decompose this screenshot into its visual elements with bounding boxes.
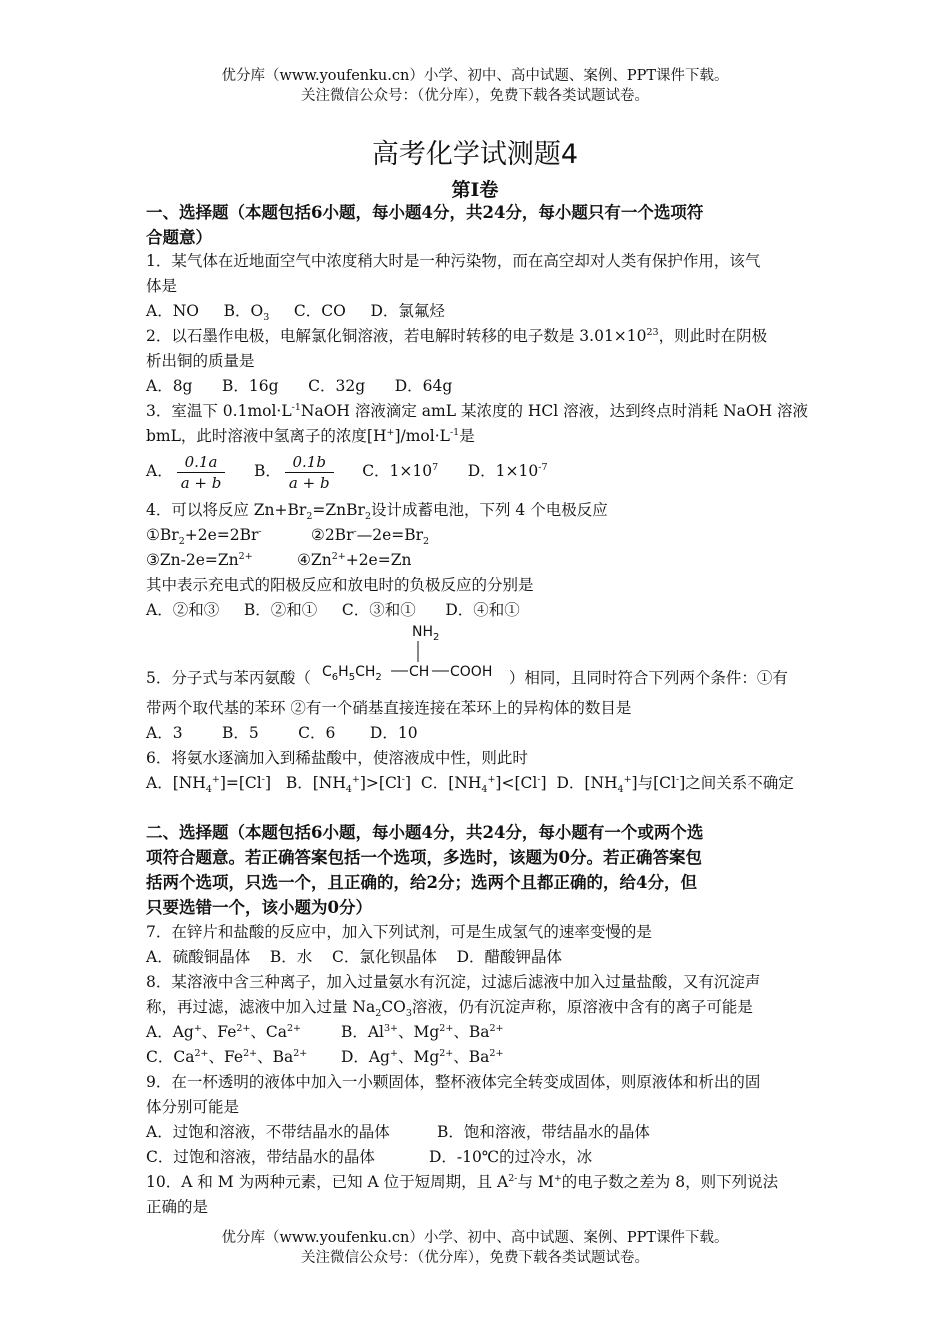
option-c: C．过饱和溶液，带结晶水的晶体 xyxy=(146,1148,375,1166)
option-a: A． $\frac{0.1a}{a + b}$ xyxy=(146,450,229,493)
option-b: B．$[NH_4^+]>[Cl^-]$ xyxy=(285,773,412,796)
option-c: C．CO xyxy=(293,302,346,320)
question-8-line-1: 8．某溶液中含三种离子，加入过量氨水有沉淀，过滤后滤液中加入过量盐酸，又有沉淀声 xyxy=(146,973,761,991)
option-d: D．氯氟烃 xyxy=(370,302,445,320)
option-b: B．16g xyxy=(222,377,279,395)
option-c: C．氯化钡晶体 xyxy=(332,948,437,966)
header-line-1: 优分库（www.youfenku.cn）小学、初中、高中试题、案例、PPT课件下载。 xyxy=(221,68,729,84)
option-a: A．NO xyxy=(146,302,199,320)
question-3-line-1: 3．室温下 $0.1mol\cdot L^{-1}NaOH$ 溶液滴定 amL 某浓度的 HCl 溶液，达到终点时消耗 NaOH 溶液 xyxy=(146,401,809,420)
question-2-line-2: 析出铜的质量是 xyxy=(146,352,255,370)
question-5-options xyxy=(146,721,810,746)
question-10-line-1: 10．A 和 M 为两种元素，已知 A 位于短周期，且 $A^{2-}$与 M+的电子数之差为 8，则下列说法 xyxy=(146,1172,779,1191)
option-d: D．④和① xyxy=(445,601,520,619)
footer-line-1: 优分库（www.youfenku.cn）小学、初中、高中试题、案例、PPT课件下载。 xyxy=(221,1230,729,1246)
question-1-options xyxy=(146,299,810,324)
fraction-a: $\frac{0.1a}{a + b}$ xyxy=(177,452,226,493)
reaction-4: $④Zn^{2+}+2e=Zn$ xyxy=(297,550,412,569)
question-5-line-2: 带两个取代基的苯环 ②有一个硝基直接连接在苯环上的异构体的数目是 xyxy=(146,699,632,717)
question-7-line-1: 7．在锌片和盐酸的反应中，加入下列试剂，可是生成氢气的速率变慢的是 xyxy=(146,923,652,941)
question-2-options xyxy=(146,374,810,399)
option-a: A．8g xyxy=(146,377,193,395)
page-footer xyxy=(0,1228,950,1268)
question-5-line-1: 5．分子式与苯丙氨酸（ ）相同，且同时符合下列两个条件：①有 xyxy=(146,669,788,687)
question-4-line-1: 4．可以将反应 $Zn+Br_2=ZnBr_2$设计成蓄电池，下列 4 个电极反应 xyxy=(146,501,608,523)
volume-heading: 第Ⅰ卷 xyxy=(451,179,499,201)
option-d: D．$1\times 10^{-7}$ xyxy=(467,461,548,480)
question-4-reactions-1 xyxy=(146,523,810,548)
reaction-1: $①Br_2+2e=2Br^-$ xyxy=(146,525,262,548)
question-6-options xyxy=(146,771,810,796)
question-4-reactions-2 xyxy=(146,548,810,573)
option-a: A．硫酸铜晶体 xyxy=(146,948,251,966)
question-3-line-2: bmL，此时溶液中氢离子的浓度$[H^+]/mol\cdot L^{-1}$是 xyxy=(146,426,475,445)
option-c: C．$Ca^{2+}$、$Fe^{2+}$、$Ba^{2+}$ xyxy=(146,1047,308,1066)
option-c: C．6 xyxy=(298,724,336,742)
option-c: C．32g xyxy=(308,377,366,395)
page-header xyxy=(0,66,950,106)
section-2-heading xyxy=(146,820,810,920)
reaction-2: $②2Br^-—2e=Br_2$ xyxy=(310,525,430,548)
header-line-2: 关注微信公众号：（优分库），免费下载各类试题试卷。 xyxy=(301,88,649,104)
question-6-line-1: 6．将氨水逐滴加入到稀盐酸中，使溶液成中性，则此时 xyxy=(146,749,528,767)
question-10-line-2: 正确的是 xyxy=(146,1198,209,1216)
section-1-line-2: 合题意） xyxy=(146,228,212,247)
question-8-line-2: 称，再过滤，滤液中加入过量 $Na_2CO_3$溶液，仍有沉淀声称，原溶液中含有的离子可能是 xyxy=(146,998,753,1020)
option-a: A．②和③ xyxy=(146,601,220,619)
section-2-line-4: 只要选错一个，该小题为0分） xyxy=(146,898,372,917)
option-d: D．64g xyxy=(394,377,453,395)
option-b: B．$Al^{3+}$、$Mg^{2+}$、$Ba^{2+}$ xyxy=(340,1022,504,1041)
option-b: B．饱和溶液，带结晶水的晶体 xyxy=(436,1123,650,1141)
section-1-line-1: 一、选择题（本题包括6小题，每小题4分，共24分，每小题只有一个选项符 xyxy=(146,203,704,222)
question-7-options xyxy=(146,945,810,970)
option-b: B．5 xyxy=(221,724,259,742)
section-1-heading xyxy=(146,200,810,250)
option-a: A．Ag+、$Fe^{2+}$、$Ca^{2+}$ xyxy=(146,1022,302,1041)
question-9-line-2: 体分别可能是 xyxy=(146,1098,240,1116)
option-b: B． $\frac{0.1b}{a + b}$ xyxy=(254,450,338,493)
section-2-line-3: 括两个选项，只选一个，且正确的，给2分；选两个且都正确的，给4分，但 xyxy=(146,873,697,892)
question-1-line-1: 1．某气体在近地面空气中浓度稍大时是一种污染物，而在高空却对人类有保护作用，该气 xyxy=(146,252,761,270)
option-d: D．-10℃的过冷水，冰 xyxy=(428,1148,593,1166)
option-c: C．$1\times 10^7$ xyxy=(362,461,439,480)
question-9-options-2 xyxy=(146,1145,810,1170)
section-2-line-2: 项符合题意。若正确答案包括一个选项，多选时，该题为0分。若正确答案包 xyxy=(146,848,702,867)
option-a: A．过饱和溶液，不带结晶水的晶体 xyxy=(146,1123,390,1141)
option-b: B．$O_3$ xyxy=(223,302,270,324)
question-1-line-2: 体是 xyxy=(146,277,178,295)
question-8-options-2 xyxy=(146,1045,810,1070)
option-d: D．10 xyxy=(369,724,418,742)
page-title: 高考化学试测题4 xyxy=(371,139,579,170)
footer-line-2: 关注微信公众号：（优分库），免费下载各类试题试卷。 xyxy=(301,1250,649,1266)
option-b: B．水 xyxy=(269,948,313,966)
option-d: D．Ag+、$Mg^{2+}$、$Ba^{2+}$ xyxy=(340,1047,504,1066)
struct-cooh: COOH xyxy=(450,664,493,680)
option-d: D．$[NH_4^+]$与[Cl-]之间关系不确定 xyxy=(556,773,794,796)
option-d: D．醋酸钾晶体 xyxy=(456,948,563,966)
struct-ch: CH xyxy=(409,664,430,680)
option-c: C．③和① xyxy=(341,601,416,619)
fraction-b: $\frac{0.1b}{a + b}$ xyxy=(285,452,334,493)
option-a: A．3 xyxy=(146,724,183,742)
struct-benzyl: $C_6H_5CH_2$ xyxy=(322,664,382,680)
struct-nh2: $NH_2$ xyxy=(412,624,440,643)
section-2-line-1: 二、选择题（本题包括6小题，每小题4分，共24分，每小题有一个或两个选 xyxy=(146,823,704,842)
question-8-options-1 xyxy=(146,1020,810,1045)
question-9-options-1 xyxy=(146,1120,810,1145)
question-3-options xyxy=(146,450,810,493)
option-c: C．$[NH_4^+]<[Cl^-]$ xyxy=(420,773,547,796)
question-4-line-4: 其中表示充电式的阳极反应和放电时的负极反应的分别是 xyxy=(146,576,534,594)
option-a: A．$[NH_4^+]=[Cl^-]$ xyxy=(146,773,272,796)
option-b: B．②和① xyxy=(243,601,318,619)
question-2-line-1: 2．以石墨作电极，电解氯化铜溶液，若电解时转移的电子数是 $3.01\times 10^{23}$，则此时在阴极 xyxy=(146,326,768,345)
reaction-3: ③Zn-$2e=Zn^{2+}$ xyxy=(146,550,253,569)
question-9-line-1: 9．在一杯透明的液体中加入一小颗固体，整杯液体完全转变成固体，则原液体和析出的固 xyxy=(146,1073,761,1091)
